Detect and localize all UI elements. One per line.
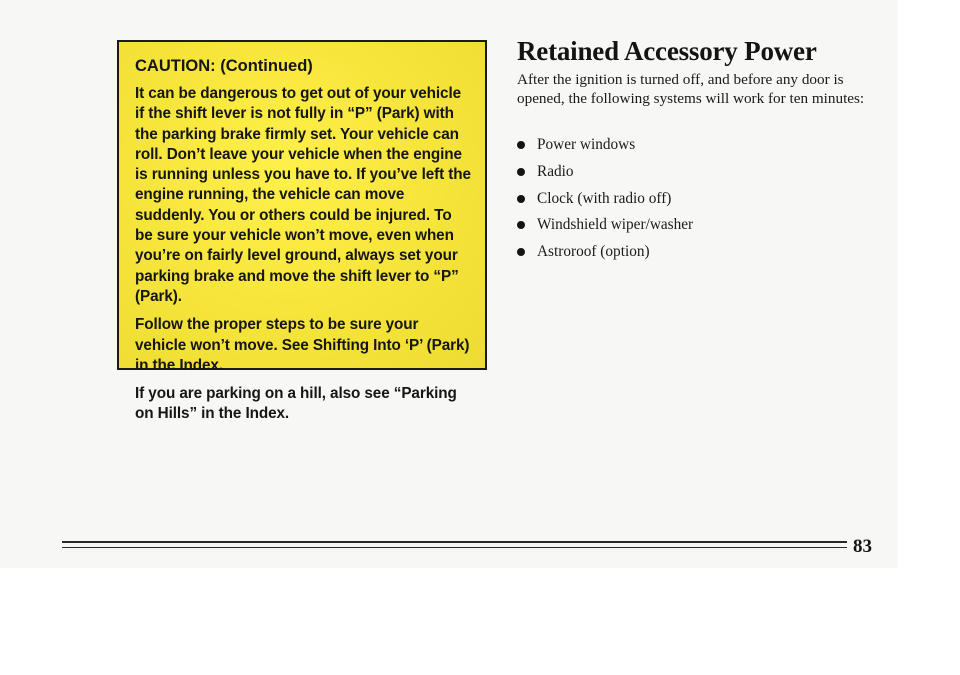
bullet-icon bbox=[517, 141, 525, 149]
page-number: 83 bbox=[853, 536, 872, 557]
section-intro: After the ignition is turned off, and before any door is opened, the following systems will work for ten minutes: bbox=[517, 71, 865, 107]
footer-rule bbox=[62, 547, 847, 548]
caution-title: CAUTION: (Continued) bbox=[135, 57, 313, 75]
caution-paragraph: It can be dangerous to get out of your vehicle if the shift lever is not fully in “P” (Park) with the parking brake firmly set. Your vehicle can roll. Don’t leave your vehicle when the engine is running unless you have to. If you’ve left the engine running, the vehicle can move suddenly. You or others could be injured. To be sure your vehicle won’t move, even when you’re on fairly level ground, always set your parking brake and move the shift lever to “P” (Park). bbox=[135, 85, 471, 305]
list-item-label: Windshield wiper/washer bbox=[537, 216, 694, 234]
footer-rule bbox=[62, 541, 847, 543]
list-item bbox=[517, 212, 693, 238]
list-item-label: Astroroof (option) bbox=[537, 243, 650, 261]
bullet-icon bbox=[517, 168, 525, 176]
list-item-label: Radio bbox=[537, 162, 574, 180]
list-item bbox=[517, 132, 693, 158]
section-title: Retained Accessory Power bbox=[517, 36, 817, 66]
bullet-icon bbox=[517, 195, 525, 203]
bullet-icon bbox=[517, 248, 525, 256]
list-item bbox=[517, 186, 693, 212]
list-item bbox=[517, 239, 693, 265]
feature-list bbox=[517, 132, 693, 266]
caution-paragraph: If you are parking on a hill, also see “Parking on Hills” in the Index. bbox=[135, 385, 457, 423]
caution-box bbox=[117, 40, 487, 423]
list-item-label: Clock (with radio off) bbox=[537, 189, 672, 207]
list-item-label: Power windows bbox=[537, 136, 636, 153]
bullet-icon bbox=[517, 221, 525, 229]
caution-paragraph: Follow the proper steps to be sure your vehicle won’t move. See Shifting Into ‘P’ (Park) in the Index. bbox=[135, 316, 470, 374]
list-item bbox=[517, 159, 693, 185]
